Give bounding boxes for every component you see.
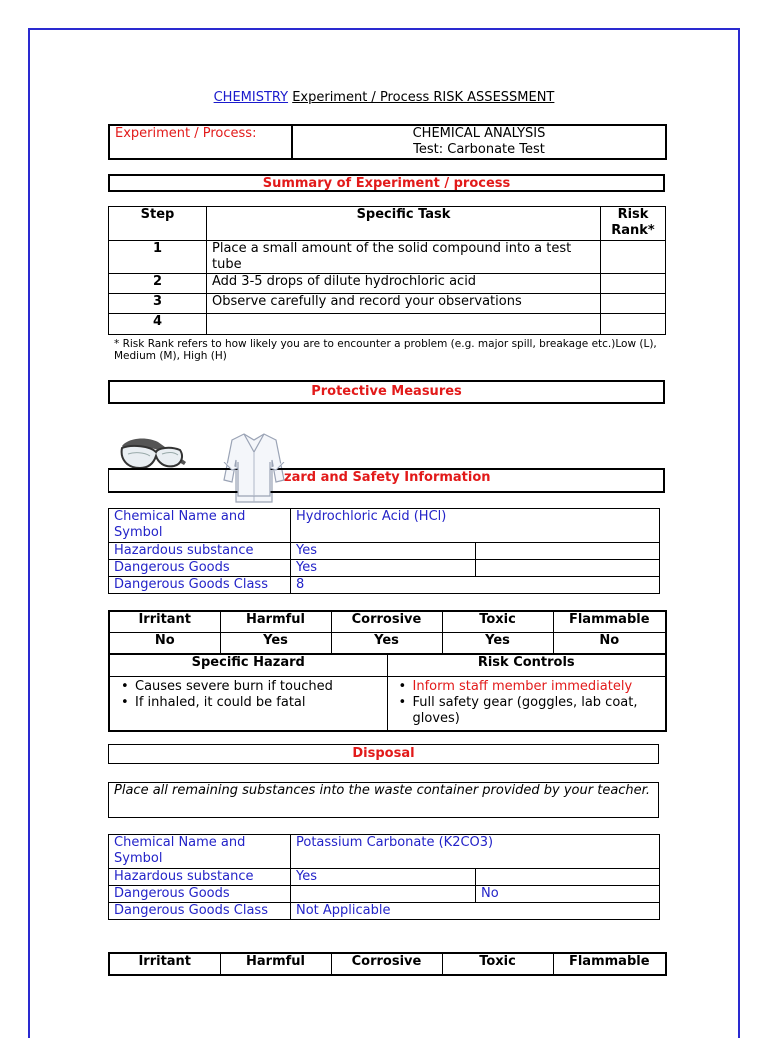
table-row	[109, 241, 666, 274]
hazard-classification-table-2	[108, 952, 667, 976]
step-number: 4	[109, 314, 207, 335]
experiment-line2: Test: Carbonate Test	[413, 142, 545, 157]
step-risk	[601, 241, 666, 274]
experiment-line1: CHEMICAL ANALYSIS	[412, 126, 546, 141]
step-number: 1	[109, 241, 207, 274]
hazard-value-irritant: No	[109, 632, 220, 653]
dangerous-goods-label: Dangerous Goods	[109, 886, 291, 903]
hazard-header-irritant: Irritant	[109, 953, 220, 975]
hazard-header-corrosive: Corrosive	[331, 953, 442, 975]
hazard-header-flammable: Flammable	[553, 611, 666, 632]
steps-table	[108, 206, 666, 335]
step-number: 2	[109, 274, 207, 294]
disposal-heading: Disposal	[108, 744, 659, 764]
hazard-header-irritant: Irritant	[109, 611, 220, 632]
hazard-heading: zard and Safety Information	[284, 470, 491, 485]
title-rest: Experiment / Process RISK ASSESSMENT	[292, 90, 555, 105]
table-row	[109, 314, 666, 335]
list-item: • Full safety gear (goggles, lab coat, gloves)	[413, 695, 661, 727]
specific-hazard-list	[109, 677, 387, 731]
table-row	[109, 294, 666, 314]
hazard-header-corrosive: Corrosive	[331, 611, 442, 632]
lab-coat-lower-icon	[222, 462, 286, 504]
experiment-table	[108, 124, 667, 160]
dangerous-goods-label: Dangerous Goods	[109, 560, 291, 577]
dangerous-goods-class-label: Dangerous Goods Class	[109, 903, 291, 920]
step-task: Observe carefully and record your observations	[207, 294, 601, 314]
step-risk	[601, 294, 666, 314]
steps-header-risk: Risk Rank*	[601, 207, 666, 241]
chemical-info-table-1	[108, 508, 660, 594]
table-row	[109, 274, 666, 294]
disposal-text: Place all remaining substances into the waste container provided by your teacher.	[108, 782, 659, 818]
steps-header-step: Step	[109, 207, 207, 241]
hazardous-substance-value: Yes	[291, 869, 476, 886]
chemical-name-value: Potassium Carbonate (K2CO3)	[291, 835, 660, 869]
hazard-header-toxic: Toxic	[442, 953, 553, 975]
hazardous-substance-value: Yes	[291, 543, 476, 560]
chemical-name-label: Chemical Name and Symbol	[109, 835, 291, 869]
risk-controls-list	[387, 677, 666, 731]
step-task: Add 3-5 drops of dilute hydrochloric acid	[207, 274, 601, 294]
hazard-controls-table	[108, 654, 667, 732]
list-item: • Inform staff member immediately	[413, 679, 661, 695]
dangerous-goods-class-value: Not Applicable	[291, 903, 660, 920]
dangerous-goods-class-label: Dangerous Goods Class	[109, 577, 291, 594]
hazard-header-harmful: Harmful	[220, 953, 331, 975]
dangerous-goods-value: Yes	[291, 560, 476, 577]
list-item: • If inhaled, it could be fatal	[135, 695, 382, 711]
title-subject: CHEMISTRY	[213, 90, 289, 105]
chemical-info-table-2	[108, 834, 660, 920]
step-risk	[601, 314, 666, 335]
protective-heading: Protective Measures	[108, 380, 665, 404]
dangerous-goods-class-value: 8	[291, 577, 660, 594]
hazardous-substance-label: Hazardous substance	[109, 869, 291, 886]
hazard-value-corrosive: Yes	[331, 632, 442, 653]
dangerous-goods-value: No	[476, 886, 660, 903]
hazard-header-flammable: Flammable	[553, 953, 666, 975]
step-task: Place a small amount of the solid compound into a test tube	[207, 241, 601, 274]
chemical-name-value: Hydrochloric Acid (HCl)	[291, 509, 660, 543]
step-number: 3	[109, 294, 207, 314]
specific-hazard-header: Specific Hazard	[109, 655, 387, 677]
list-item: • Causes severe burn if touched	[135, 679, 382, 695]
steps-header-task: Specific Task	[207, 207, 601, 241]
hazard-value-toxic: Yes	[442, 632, 553, 653]
step-risk	[601, 274, 666, 294]
step-task	[207, 314, 601, 335]
hazard-header-harmful: Harmful	[220, 611, 331, 632]
hazard-header-toxic: Toxic	[442, 611, 553, 632]
risk-rank-note: * Risk Rank refers to how likely you are to encounter a problem (e.g. major spill, breakage etc.)Low (L), Medium (M), High (H)	[114, 338, 657, 362]
hazard-value-harmful: Yes	[220, 632, 331, 653]
hazard-value-flammable: No	[553, 632, 666, 653]
summary-heading: Summary of Experiment / process	[108, 174, 665, 192]
risk-controls-header: Risk Controls	[387, 655, 666, 677]
page-title	[0, 90, 768, 105]
experiment-label: Experiment / Process:	[109, 125, 292, 159]
chemical-name-label: Chemical Name and Symbol	[109, 509, 291, 543]
hazard-classification-table	[108, 610, 667, 654]
experiment-value	[292, 125, 666, 159]
hazardous-substance-label: Hazardous substance	[109, 543, 291, 560]
